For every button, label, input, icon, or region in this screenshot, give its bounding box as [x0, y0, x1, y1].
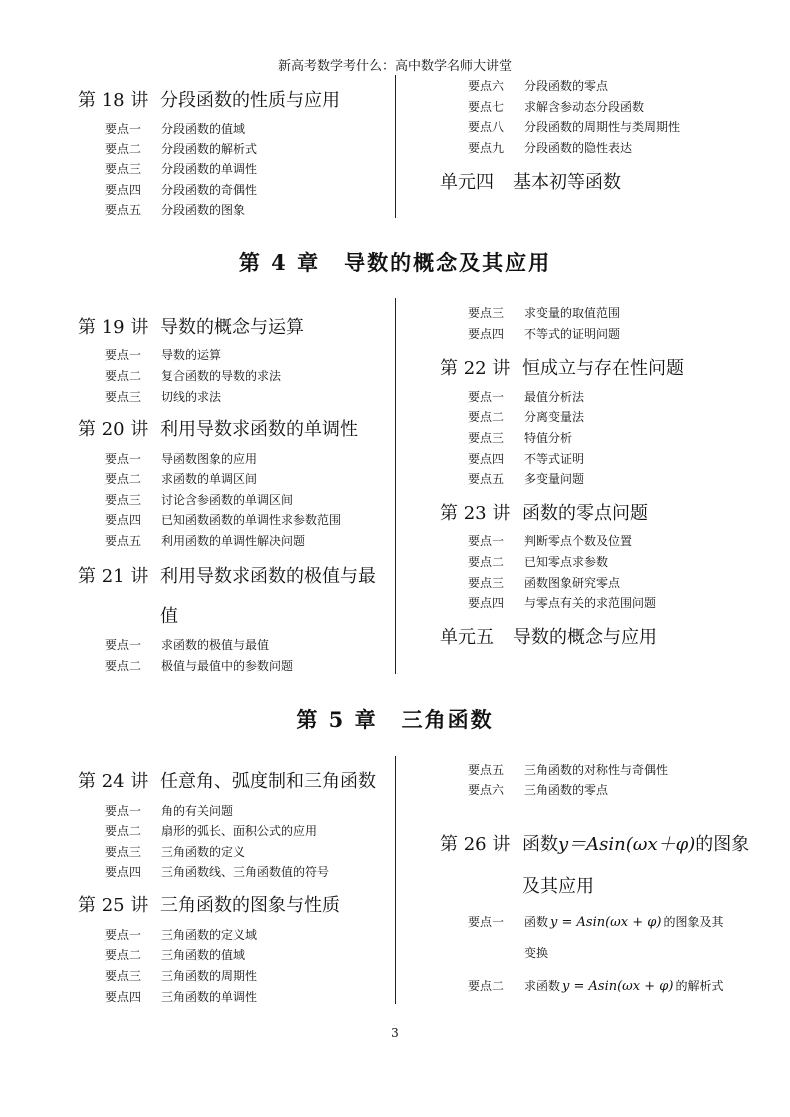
key-point: 要点四 三角函数线、三角函数值的符号	[105, 865, 330, 879]
lecture-26-heading-cont: 及其应用	[522, 876, 594, 897]
key-point: 要点一 导函数图象的应用	[105, 452, 258, 466]
key-point: 要点二 分离变量法	[468, 410, 585, 424]
key-point: 要点二 极值与最值中的参数问题	[105, 659, 294, 673]
key-point: 要点七 求解含参动态分段函数	[468, 100, 645, 114]
formula: y = Asin(ωx + φ)	[550, 915, 662, 930]
key-point: 要点四 与零点有关的求范围问题	[468, 596, 657, 610]
key-point: 要点六 分段函数的零点	[468, 79, 609, 93]
key-point: 要点一 分段函数的值域	[105, 122, 246, 136]
lecture-21-heading-cont: 值	[160, 606, 178, 627]
key-point: 要点三 三角函数的周期性	[105, 969, 258, 983]
lecture-19-heading: 第 19 讲 导数的概念与运算	[78, 317, 304, 338]
key-point: 要点三 特值分析	[468, 431, 573, 445]
lecture-18-heading	[78, 86, 340, 112]
key-point: 要点一 最值分析法	[468, 390, 585, 404]
formula: y＝Asin(ωx＋φ)	[558, 834, 696, 855]
key-point: 要点四 已知函数函数的单调性求参数范围	[105, 513, 342, 527]
key-point: 要点二 复合函数的导数的求法	[105, 369, 282, 383]
key-point: 要点二 已知零点求参数	[468, 555, 609, 569]
key-point: 要点一 角的有关问题	[105, 804, 234, 818]
key-point: 要点三 切线的求法	[105, 390, 222, 404]
lecture-26-heading: 第 26 讲 函数y＝Asin(ωx＋φ)的图象	[440, 834, 750, 855]
key-point: 要点四 不等式证明	[468, 452, 585, 466]
column-divider	[395, 756, 396, 1004]
key-point: 要点二 求函数 y = Asin(ωx + φ) 的解析式	[468, 979, 724, 994]
lecture-24-heading: 第 24 讲 任意角、弧度制和三角函数	[78, 771, 376, 792]
key-point: 要点八 分段函数的周期性与类周期性	[468, 120, 681, 134]
chapter-5-title: 第 5 章 三角函数	[296, 707, 494, 732]
key-point: 要点四 不等式的证明问题	[468, 327, 621, 341]
lecture-number: 第 18 讲	[78, 90, 149, 111]
key-point: 要点五 多变量问题	[468, 472, 585, 486]
page-number: 3	[391, 1026, 399, 1040]
key-point: 要点五 三角函数的对称性与奇偶性	[468, 763, 669, 777]
lecture-22-heading: 第 22 讲 恒成立与存在性问题	[440, 358, 684, 379]
lecture-25-heading: 第 25 讲 三角函数的图象与性质	[78, 895, 340, 916]
lecture-21-heading: 第 21 讲 利用导数求函数的极值与最	[78, 566, 376, 587]
unit-5-heading: 单元五 导数的概念与应用	[440, 627, 657, 648]
key-point: 要点四 三角函数的单调性	[105, 990, 258, 1004]
key-point: 要点一 导数的运算	[105, 348, 222, 362]
key-point: 要点三 讨论含参函数的单调区间	[105, 493, 294, 507]
lecture-title: 分段函数的性质与应用	[160, 90, 340, 111]
key-point-cont: 变换	[524, 946, 549, 960]
key-point: 要点五 利用函数的单调性解决问题	[105, 534, 306, 548]
key-point: 要点三 三角函数的定义	[105, 845, 246, 859]
unit-4-heading: 单元四 基本初等函数	[440, 172, 621, 193]
column-divider	[395, 298, 396, 674]
formula: y = Asin(ωx + φ)	[562, 979, 674, 994]
key-point: 要点五 分段函数的图象	[105, 203, 246, 217]
column-divider	[395, 75, 396, 218]
key-point: 要点一 函数 y = Asin(ωx + φ) 的图象及其	[468, 915, 724, 930]
key-point: 要点四 分段函数的奇偶性	[105, 183, 258, 197]
key-point: 要点二 三角函数的值域	[105, 948, 246, 962]
key-point: 要点九 分段函数的隐性表达	[468, 141, 633, 155]
key-point: 要点三 函数图象研究零点	[468, 576, 621, 590]
chapter-4-title: 第 4 章 导数的概念及其应用	[238, 250, 552, 275]
key-point: 要点一 三角函数的定义域	[105, 928, 258, 942]
key-point: 要点二 扇形的弧长、面积公式的应用	[105, 824, 318, 838]
key-point: 要点一 求函数的极值与最值	[105, 638, 270, 652]
key-point: 要点六 三角函数的零点	[468, 783, 609, 797]
key-point: 要点三 求变量的取值范围	[468, 306, 621, 320]
key-point: 要点二 分段函数的解析式	[105, 142, 258, 156]
key-point: 要点三 分段函数的单调性	[105, 162, 258, 176]
key-point: 要点二 求函数的单调区间	[105, 472, 258, 486]
lecture-20-heading: 第 20 讲 利用导数求函数的单调性	[78, 419, 358, 440]
key-point: 要点一 判断零点个数及位置	[468, 534, 633, 548]
lecture-23-heading: 第 23 讲 函数的零点问题	[440, 503, 648, 524]
running-header: 新高考数学考什么：高中数学名师大讲堂	[277, 59, 512, 74]
